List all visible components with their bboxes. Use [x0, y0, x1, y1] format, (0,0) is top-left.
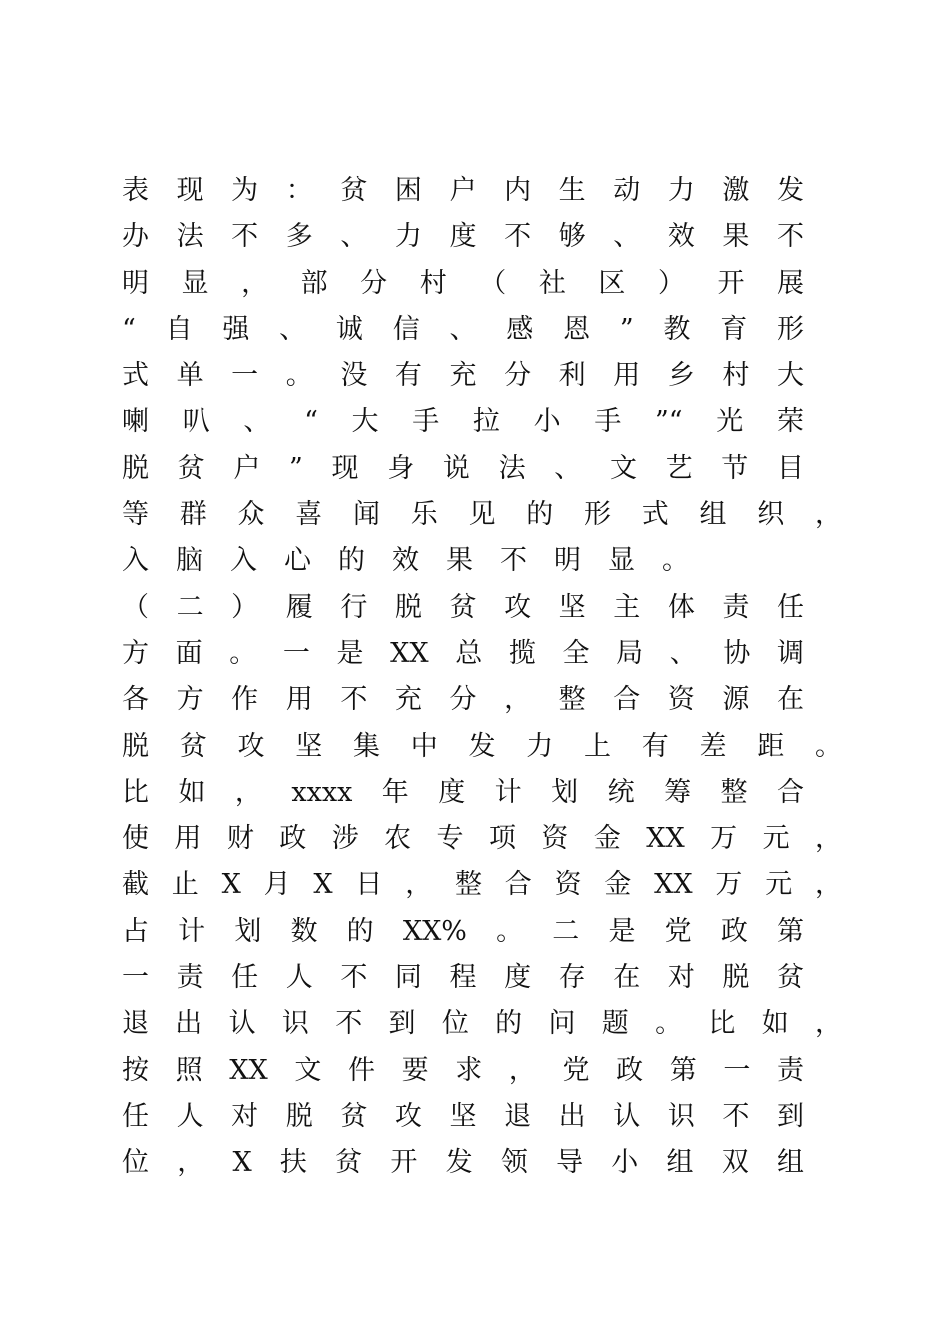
text-line: 脱贫户”现身说法、文艺节目 — [122, 452, 804, 484]
text-line: 占计划数的XX%。二是党政第 — [122, 915, 804, 947]
text-line: 使用财政涉农专项资金XX万元， — [122, 823, 842, 855]
body-text — [122, 168, 842, 1187]
text-line: 办法不多、力度不够、效果不 — [122, 221, 804, 253]
section-heading-line: （二）履行脱贫攻坚主体责任 — [122, 591, 804, 623]
text-line: 喇叭、“大手拉小手”“光荣 — [122, 406, 804, 438]
text-line: 脱贫攻坚集中发力上有差距。 — [122, 730, 842, 762]
text-line: 按照XX文件要求，党政第一责 — [122, 1054, 804, 1086]
text-line: 任人对脱贫攻坚退出认识不到 — [122, 1100, 804, 1132]
text-line: 截止X月X日，整合资金XX万元， — [122, 869, 842, 901]
text-line: 方面。一是XX总揽全局、协调 — [122, 637, 804, 669]
text-line: 入脑入心的效果不明显。 — [122, 545, 716, 577]
text-line: 各方作用不充分，整合资源在 — [122, 684, 804, 716]
text-line: 等群众喜闻乐见的形式组织， — [122, 499, 842, 531]
text-line: 表现为：贫困户内生动力激发 — [122, 175, 804, 206]
text-line: 位，X扶贫开发领导小组双组 — [122, 1147, 804, 1179]
text-line: 式单一。没有充分利用乡村大 — [122, 360, 804, 392]
text-line: “自强、诚信、感恩”教育形 — [122, 313, 804, 345]
text-line: 比如，xxxx年度计划统筹整合 — [122, 776, 804, 808]
text-line: 退出认识不到位的问题。比如， — [122, 1008, 842, 1040]
text-line: 一责任人不同程度存在对脱贫 — [122, 962, 804, 994]
text-line: 明显，部分村（社区）开展 — [122, 267, 804, 299]
